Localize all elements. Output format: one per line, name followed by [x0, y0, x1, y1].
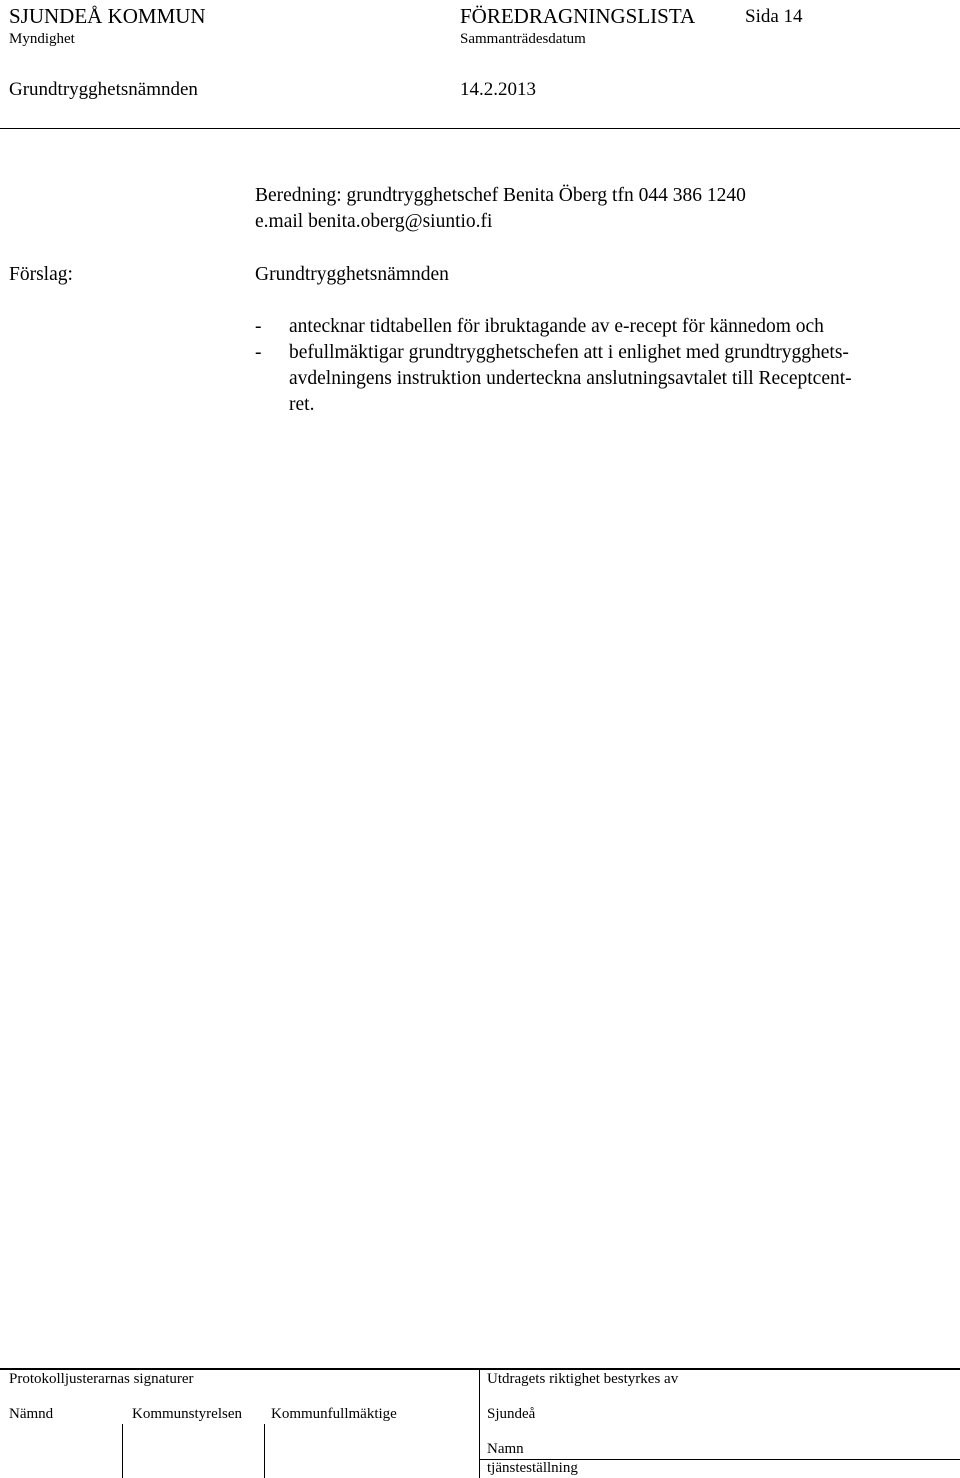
signature-kommunfullmaktige: Kommunfullmäktige [271, 1406, 397, 1422]
preparation-line: Beredning: grundtrygghetschef Benita Öberg tfn 044 386 1240 [255, 185, 746, 206]
name-label: Namn [487, 1441, 524, 1457]
preparation-email: e.mail benita.oberg@siuntio.fi [255, 211, 493, 232]
footer-center-divider [479, 1368, 480, 1478]
proposal-label: Förslag: [9, 264, 73, 285]
authority-name: Grundtrygghetsnämnden [9, 79, 198, 100]
page-number: Sida 14 [745, 6, 803, 27]
signature-kommunstyrelsen: Kommunstyrelsen [132, 1406, 242, 1422]
signature-box-divider [264, 1424, 265, 1478]
list-item-line: ret. [289, 394, 315, 415]
list-bullet: - [255, 316, 262, 337]
list-item-line: antecknar tidtabellen för ibruktagande av e-recept för kännedom och [289, 316, 824, 337]
header-divider [0, 128, 960, 129]
signatures-label: Protokolljusterarnas signaturer [9, 1371, 194, 1387]
meeting-date: 14.2.2013 [460, 79, 536, 100]
certified-label: Utdragets riktighet bestyrkes av [487, 1371, 679, 1387]
document-type: FÖREDRAGNINGSLISTA [460, 4, 696, 28]
signature-box-divider [122, 1424, 123, 1478]
proposal-body: Grundtrygghetsnämnden [255, 264, 449, 285]
list-item-line: avdelningens instruktion underteckna anslutningsavtalet till Receptcent- [289, 368, 852, 389]
list-bullet: - [255, 342, 262, 363]
place-name: Sjundeå [487, 1406, 536, 1422]
position-label: tjänsteställning [487, 1460, 578, 1476]
organization-name: SJUNDEÅ KOMMUN [9, 4, 206, 28]
meeting-date-label: Sammanträdesdatum [460, 31, 586, 47]
signature-nämnd: Nämnd [9, 1406, 54, 1422]
authority-label: Myndighet [9, 31, 75, 47]
footer-top-border [0, 1368, 960, 1370]
list-item-line: befullmäktigar grundtrygghetschefen att i enlighet med grundtrygghets- [289, 342, 849, 363]
